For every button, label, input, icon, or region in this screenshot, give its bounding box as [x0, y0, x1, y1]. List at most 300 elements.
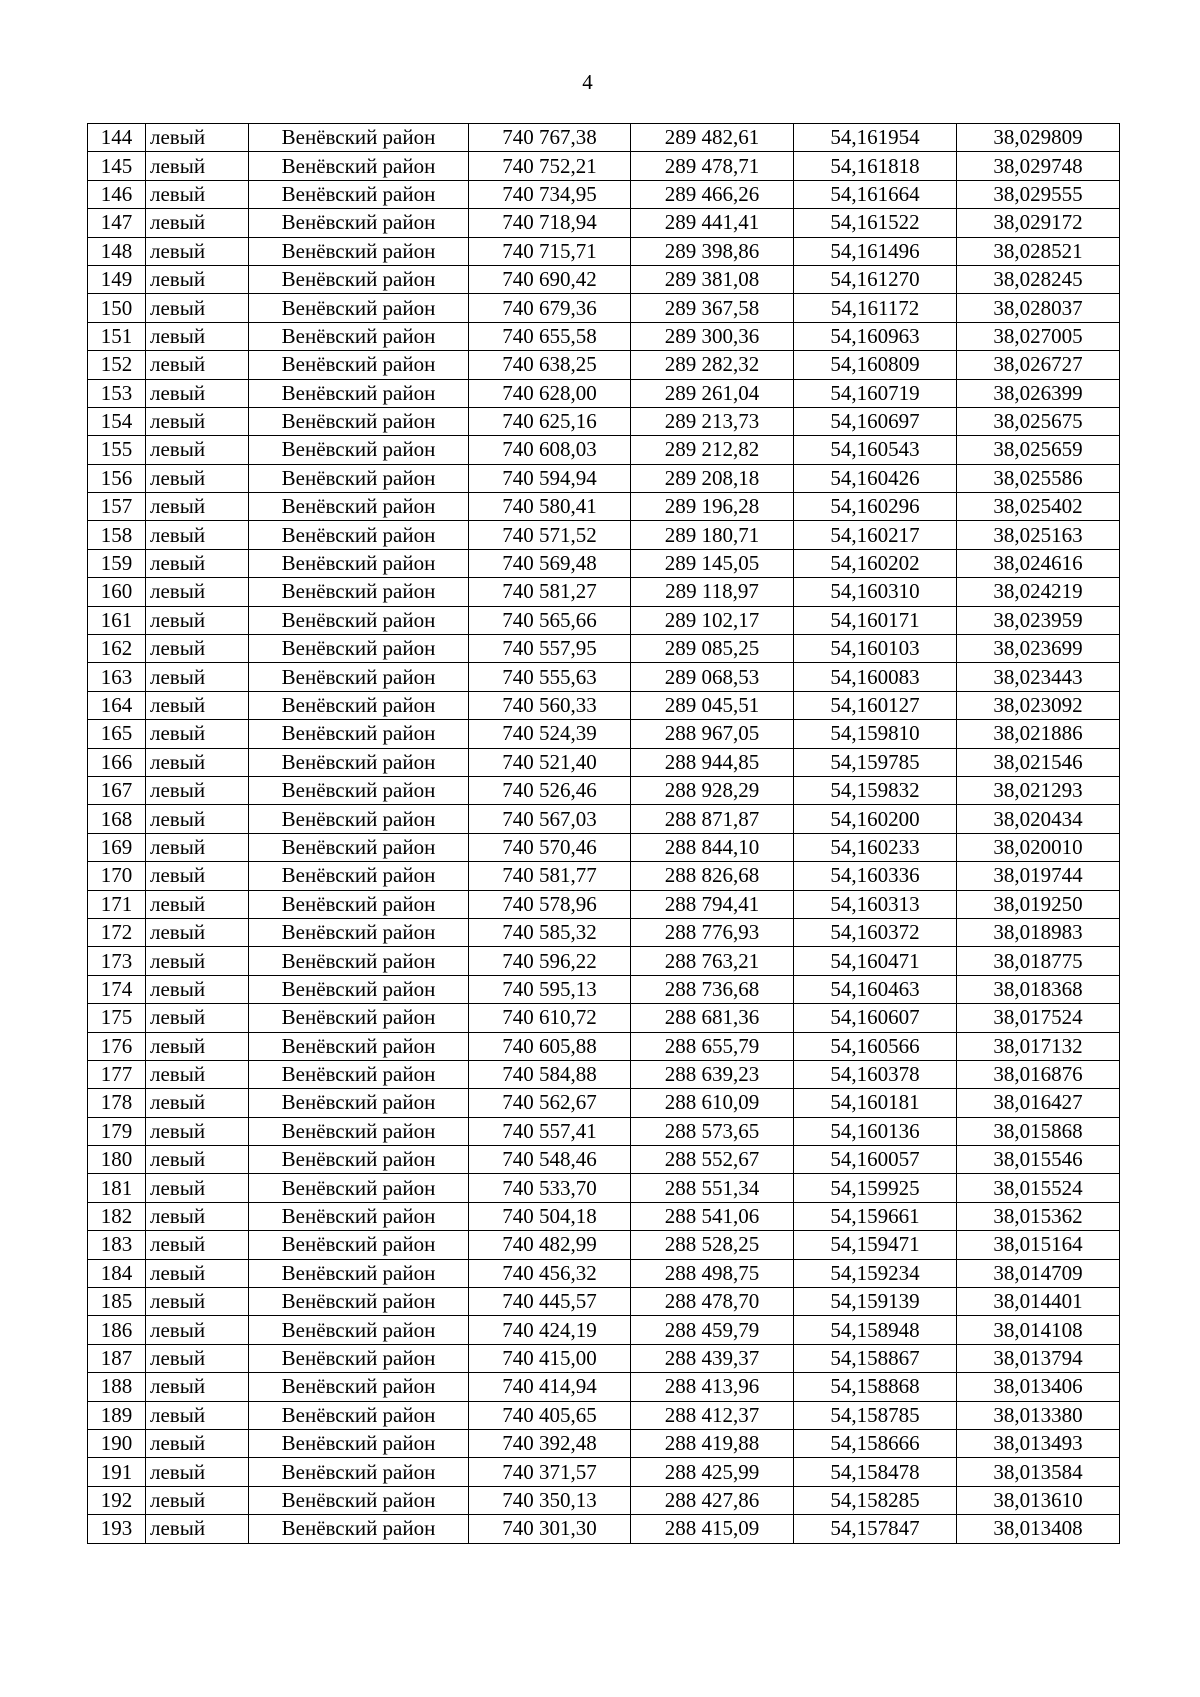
longitude-cell: 38,013406: [957, 1373, 1120, 1401]
district-cell: Венёвский район: [249, 1429, 469, 1457]
point-number-cell: 166: [88, 748, 146, 776]
y-coordinate-cell: 288 413,96: [631, 1373, 794, 1401]
point-number-cell: 188: [88, 1373, 146, 1401]
x-coordinate-cell: 740 679,36: [469, 294, 631, 322]
x-coordinate-cell: 740 533,70: [469, 1174, 631, 1202]
district-cell: Венёвский район: [249, 663, 469, 691]
y-coordinate-cell: 288 826,68: [631, 862, 794, 890]
table-row: [88, 805, 1120, 833]
longitude-cell: 38,020434: [957, 805, 1120, 833]
table-row: [88, 549, 1120, 577]
x-coordinate-cell: 740 350,13: [469, 1486, 631, 1514]
bank-side-cell: левый: [146, 578, 249, 606]
district-cell: Венёвский район: [249, 294, 469, 322]
district-cell: Венёвский район: [249, 265, 469, 293]
y-coordinate-cell: 289 085,25: [631, 635, 794, 663]
y-coordinate-cell: 288 639,23: [631, 1060, 794, 1088]
y-coordinate-cell: 288 551,34: [631, 1174, 794, 1202]
table-row: [88, 1316, 1120, 1344]
longitude-cell: 38,013610: [957, 1486, 1120, 1514]
table-row: [88, 265, 1120, 293]
bank-side-cell: левый: [146, 1231, 249, 1259]
latitude-cell: 54,161954: [794, 124, 957, 152]
y-coordinate-cell: 289 398,86: [631, 237, 794, 265]
longitude-cell: 38,028521: [957, 237, 1120, 265]
y-coordinate-cell: 289 261,04: [631, 379, 794, 407]
point-number-cell: 168: [88, 805, 146, 833]
longitude-cell: 38,028245: [957, 265, 1120, 293]
district-cell: Венёвский район: [249, 152, 469, 180]
bank-side-cell: левый: [146, 663, 249, 691]
table-row: [88, 407, 1120, 435]
district-cell: Венёвский район: [249, 1288, 469, 1316]
x-coordinate-cell: 740 557,95: [469, 635, 631, 663]
latitude-cell: 54,158666: [794, 1429, 957, 1457]
x-coordinate-cell: 740 585,32: [469, 918, 631, 946]
longitude-cell: 38,015546: [957, 1146, 1120, 1174]
table-row: [88, 521, 1120, 549]
latitude-cell: 54,160471: [794, 947, 957, 975]
table-row: [88, 1089, 1120, 1117]
table-row: [88, 947, 1120, 975]
y-coordinate-cell: 289 068,53: [631, 663, 794, 691]
x-coordinate-cell: 740 392,48: [469, 1429, 631, 1457]
y-coordinate-cell: 288 944,85: [631, 748, 794, 776]
point-number-cell: 153: [88, 379, 146, 407]
latitude-cell: 54,159661: [794, 1202, 957, 1230]
point-number-cell: 151: [88, 322, 146, 350]
point-number-cell: 155: [88, 436, 146, 464]
longitude-cell: 38,019250: [957, 890, 1120, 918]
bank-side-cell: левый: [146, 748, 249, 776]
table-row: [88, 351, 1120, 379]
longitude-cell: 38,015164: [957, 1231, 1120, 1259]
latitude-cell: 54,160233: [794, 833, 957, 861]
point-number-cell: 183: [88, 1231, 146, 1259]
point-number-cell: 161: [88, 606, 146, 634]
latitude-cell: 54,160127: [794, 691, 957, 719]
x-coordinate-cell: 740 414,94: [469, 1373, 631, 1401]
x-coordinate-cell: 740 482,99: [469, 1231, 631, 1259]
bank-side-cell: левый: [146, 464, 249, 492]
y-coordinate-cell: 288 928,29: [631, 776, 794, 804]
district-cell: Венёвский район: [249, 237, 469, 265]
longitude-cell: 38,013794: [957, 1344, 1120, 1372]
point-number-cell: 187: [88, 1344, 146, 1372]
table-row: [88, 862, 1120, 890]
bank-side-cell: левый: [146, 862, 249, 890]
point-number-cell: 176: [88, 1032, 146, 1060]
point-number-cell: 171: [88, 890, 146, 918]
point-number-cell: 158: [88, 521, 146, 549]
x-coordinate-cell: 740 424,19: [469, 1316, 631, 1344]
x-coordinate-cell: 740 562,67: [469, 1089, 631, 1117]
y-coordinate-cell: 288 655,79: [631, 1032, 794, 1060]
longitude-cell: 38,018775: [957, 947, 1120, 975]
district-cell: Венёвский район: [249, 1231, 469, 1259]
district-cell: Венёвский район: [249, 124, 469, 152]
latitude-cell: 54,160217: [794, 521, 957, 549]
longitude-cell: 38,014401: [957, 1288, 1120, 1316]
x-coordinate-cell: 740 605,88: [469, 1032, 631, 1060]
latitude-cell: 54,159139: [794, 1288, 957, 1316]
longitude-cell: 38,029555: [957, 180, 1120, 208]
district-cell: Венёвский район: [249, 379, 469, 407]
bank-side-cell: левый: [146, 1259, 249, 1287]
x-coordinate-cell: 740 581,27: [469, 578, 631, 606]
table-row: [88, 1373, 1120, 1401]
y-coordinate-cell: 288 967,05: [631, 720, 794, 748]
bank-side-cell: левый: [146, 1373, 249, 1401]
point-number-cell: 163: [88, 663, 146, 691]
x-coordinate-cell: 740 504,18: [469, 1202, 631, 1230]
district-cell: Венёвский район: [249, 493, 469, 521]
table-row: [88, 1344, 1120, 1372]
table-row: [88, 578, 1120, 606]
latitude-cell: 54,161522: [794, 209, 957, 237]
table-row: [88, 1401, 1120, 1429]
x-coordinate-cell: 740 415,00: [469, 1344, 631, 1372]
longitude-cell: 38,023443: [957, 663, 1120, 691]
x-coordinate-cell: 740 715,71: [469, 237, 631, 265]
latitude-cell: 54,160181: [794, 1089, 957, 1117]
point-number-cell: 159: [88, 549, 146, 577]
point-number-cell: 149: [88, 265, 146, 293]
point-number-cell: 178: [88, 1089, 146, 1117]
point-number-cell: 169: [88, 833, 146, 861]
point-number-cell: 180: [88, 1146, 146, 1174]
table-row: [88, 1458, 1120, 1486]
y-coordinate-cell: 288 541,06: [631, 1202, 794, 1230]
y-coordinate-cell: 289 145,05: [631, 549, 794, 577]
latitude-cell: 54,160963: [794, 322, 957, 350]
bank-side-cell: левый: [146, 1202, 249, 1230]
point-number-cell: 179: [88, 1117, 146, 1145]
bank-side-cell: левый: [146, 1146, 249, 1174]
latitude-cell: 54,160103: [794, 635, 957, 663]
table-row: [88, 663, 1120, 691]
table-row: [88, 493, 1120, 521]
x-coordinate-cell: 740 521,40: [469, 748, 631, 776]
longitude-cell: 38,013380: [957, 1401, 1120, 1429]
point-number-cell: 154: [88, 407, 146, 435]
x-coordinate-cell: 740 718,94: [469, 209, 631, 237]
point-number-cell: 181: [88, 1174, 146, 1202]
district-cell: Венёвский район: [249, 748, 469, 776]
table-row: [88, 1202, 1120, 1230]
longitude-cell: 38,024219: [957, 578, 1120, 606]
longitude-cell: 38,013584: [957, 1458, 1120, 1486]
x-coordinate-cell: 740 608,03: [469, 436, 631, 464]
district-cell: Венёвский район: [249, 1089, 469, 1117]
point-number-cell: 190: [88, 1429, 146, 1457]
longitude-cell: 38,025675: [957, 407, 1120, 435]
latitude-cell: 54,161172: [794, 294, 957, 322]
x-coordinate-cell: 740 567,03: [469, 805, 631, 833]
longitude-cell: 38,016427: [957, 1089, 1120, 1117]
longitude-cell: 38,023959: [957, 606, 1120, 634]
bank-side-cell: левый: [146, 890, 249, 918]
y-coordinate-cell: 288 412,37: [631, 1401, 794, 1429]
longitude-cell: 38,025163: [957, 521, 1120, 549]
longitude-cell: 38,026399: [957, 379, 1120, 407]
point-number-cell: 167: [88, 776, 146, 804]
x-coordinate-cell: 740 555,63: [469, 663, 631, 691]
latitude-cell: 54,160719: [794, 379, 957, 407]
longitude-cell: 38,025659: [957, 436, 1120, 464]
district-cell: Венёвский район: [249, 691, 469, 719]
longitude-cell: 38,020010: [957, 833, 1120, 861]
y-coordinate-cell: 289 482,61: [631, 124, 794, 152]
point-number-cell: 164: [88, 691, 146, 719]
x-coordinate-cell: 740 569,48: [469, 549, 631, 577]
latitude-cell: 54,160336: [794, 862, 957, 890]
x-coordinate-cell: 740 445,57: [469, 1288, 631, 1316]
district-cell: Венёвский район: [249, 606, 469, 634]
y-coordinate-cell: 288 776,93: [631, 918, 794, 946]
table-row: [88, 1288, 1120, 1316]
latitude-cell: 54,158285: [794, 1486, 957, 1514]
bank-side-cell: левый: [146, 947, 249, 975]
latitude-cell: 54,158785: [794, 1401, 957, 1429]
x-coordinate-cell: 740 557,41: [469, 1117, 631, 1145]
bank-side-cell: левый: [146, 209, 249, 237]
latitude-cell: 54,160171: [794, 606, 957, 634]
bank-side-cell: левый: [146, 720, 249, 748]
longitude-cell: 38,013493: [957, 1429, 1120, 1457]
district-cell: Венёвский район: [249, 918, 469, 946]
y-coordinate-cell: 288 573,65: [631, 1117, 794, 1145]
x-coordinate-cell: 740 628,00: [469, 379, 631, 407]
coordinates-table: [87, 123, 1120, 1544]
bank-side-cell: левый: [146, 436, 249, 464]
latitude-cell: 54,160809: [794, 351, 957, 379]
table-row: [88, 124, 1120, 152]
x-coordinate-cell: 740 690,42: [469, 265, 631, 293]
bank-side-cell: левый: [146, 1174, 249, 1202]
x-coordinate-cell: 740 638,25: [469, 351, 631, 379]
longitude-cell: 38,018368: [957, 975, 1120, 1003]
bank-side-cell: левый: [146, 975, 249, 1003]
latitude-cell: 54,158948: [794, 1316, 957, 1344]
table-row: [88, 209, 1120, 237]
table-row: [88, 720, 1120, 748]
table-row: [88, 833, 1120, 861]
table-row: [88, 691, 1120, 719]
longitude-cell: 38,017524: [957, 1004, 1120, 1032]
y-coordinate-cell: 288 844,10: [631, 833, 794, 861]
bank-side-cell: левый: [146, 493, 249, 521]
y-coordinate-cell: 288 427,86: [631, 1486, 794, 1514]
x-coordinate-cell: 740 625,16: [469, 407, 631, 435]
latitude-cell: 54,159785: [794, 748, 957, 776]
district-cell: Венёвский район: [249, 833, 469, 861]
bank-side-cell: левый: [146, 1060, 249, 1088]
latitude-cell: 54,160697: [794, 407, 957, 435]
district-cell: Венёвский район: [249, 1401, 469, 1429]
longitude-cell: 38,029748: [957, 152, 1120, 180]
table-row: [88, 152, 1120, 180]
table-row: [88, 379, 1120, 407]
point-number-cell: 150: [88, 294, 146, 322]
district-cell: Венёвский район: [249, 1373, 469, 1401]
y-coordinate-cell: 288 794,41: [631, 890, 794, 918]
bank-side-cell: левый: [146, 1089, 249, 1117]
district-cell: Венёвский район: [249, 1202, 469, 1230]
point-number-cell: 186: [88, 1316, 146, 1344]
x-coordinate-cell: 740 560,33: [469, 691, 631, 719]
longitude-cell: 38,015362: [957, 1202, 1120, 1230]
district-cell: Венёвский район: [249, 351, 469, 379]
x-coordinate-cell: 740 581,77: [469, 862, 631, 890]
latitude-cell: 54,159832: [794, 776, 957, 804]
longitude-cell: 38,015868: [957, 1117, 1120, 1145]
district-cell: Венёвский район: [249, 1458, 469, 1486]
latitude-cell: 54,160296: [794, 493, 957, 521]
district-cell: Венёвский район: [249, 1316, 469, 1344]
longitude-cell: 38,014709: [957, 1259, 1120, 1287]
x-coordinate-cell: 740 580,41: [469, 493, 631, 521]
longitude-cell: 38,019744: [957, 862, 1120, 890]
point-number-cell: 146: [88, 180, 146, 208]
bank-side-cell: левый: [146, 1032, 249, 1060]
bank-side-cell: левый: [146, 124, 249, 152]
latitude-cell: 54,160200: [794, 805, 957, 833]
latitude-cell: 54,159471: [794, 1231, 957, 1259]
point-number-cell: 147: [88, 209, 146, 237]
longitude-cell: 38,021546: [957, 748, 1120, 776]
table-row: [88, 322, 1120, 350]
table-row: [88, 294, 1120, 322]
district-cell: Венёвский район: [249, 1032, 469, 1060]
district-cell: Венёвский район: [249, 776, 469, 804]
x-coordinate-cell: 740 584,88: [469, 1060, 631, 1088]
latitude-cell: 54,160543: [794, 436, 957, 464]
district-cell: Венёвский район: [249, 578, 469, 606]
longitude-cell: 38,024616: [957, 549, 1120, 577]
x-coordinate-cell: 740 595,13: [469, 975, 631, 1003]
y-coordinate-cell: 288 419,88: [631, 1429, 794, 1457]
bank-side-cell: левый: [146, 294, 249, 322]
latitude-cell: 54,159810: [794, 720, 957, 748]
point-number-cell: 184: [88, 1259, 146, 1287]
bank-side-cell: левый: [146, 549, 249, 577]
table-row: [88, 975, 1120, 1003]
x-coordinate-cell: 740 405,65: [469, 1401, 631, 1429]
x-coordinate-cell: 740 571,52: [469, 521, 631, 549]
table-row: [88, 1117, 1120, 1145]
table-row: [88, 1060, 1120, 1088]
latitude-cell: 54,160463: [794, 975, 957, 1003]
district-cell: Венёвский район: [249, 1515, 469, 1543]
table-body: [88, 124, 1120, 1544]
y-coordinate-cell: 288 610,09: [631, 1089, 794, 1117]
district-cell: Венёвский район: [249, 1146, 469, 1174]
y-coordinate-cell: 289 381,08: [631, 265, 794, 293]
y-coordinate-cell: 289 213,73: [631, 407, 794, 435]
point-number-cell: 173: [88, 947, 146, 975]
bank-side-cell: левый: [146, 180, 249, 208]
table-row: [88, 1429, 1120, 1457]
point-number-cell: 177: [88, 1060, 146, 1088]
y-coordinate-cell: 288 459,79: [631, 1316, 794, 1344]
table-row: [88, 1004, 1120, 1032]
latitude-cell: 54,160607: [794, 1004, 957, 1032]
longitude-cell: 38,025586: [957, 464, 1120, 492]
latitude-cell: 54,160426: [794, 464, 957, 492]
district-cell: Венёвский район: [249, 947, 469, 975]
y-coordinate-cell: 288 763,21: [631, 947, 794, 975]
y-coordinate-cell: 289 212,82: [631, 436, 794, 464]
latitude-cell: 54,159925: [794, 1174, 957, 1202]
x-coordinate-cell: 740 301,30: [469, 1515, 631, 1543]
point-number-cell: 156: [88, 464, 146, 492]
bank-side-cell: левый: [146, 521, 249, 549]
district-cell: Венёвский район: [249, 521, 469, 549]
table-row: [88, 776, 1120, 804]
x-coordinate-cell: 740 524,39: [469, 720, 631, 748]
table-row: [88, 1174, 1120, 1202]
bank-side-cell: левый: [146, 265, 249, 293]
y-coordinate-cell: 289 478,71: [631, 152, 794, 180]
x-coordinate-cell: 740 548,46: [469, 1146, 631, 1174]
district-cell: Венёвский район: [249, 209, 469, 237]
x-coordinate-cell: 740 596,22: [469, 947, 631, 975]
longitude-cell: 38,023699: [957, 635, 1120, 663]
point-number-cell: 175: [88, 1004, 146, 1032]
y-coordinate-cell: 288 528,25: [631, 1231, 794, 1259]
y-coordinate-cell: 289 196,28: [631, 493, 794, 521]
district-cell: Венёвский район: [249, 407, 469, 435]
bank-side-cell: левый: [146, 1429, 249, 1457]
point-number-cell: 191: [88, 1458, 146, 1486]
y-coordinate-cell: 288 736,68: [631, 975, 794, 1003]
latitude-cell: 54,160378: [794, 1060, 957, 1088]
y-coordinate-cell: 289 045,51: [631, 691, 794, 719]
latitude-cell: 54,161496: [794, 237, 957, 265]
page-number: 4: [582, 70, 593, 94]
district-cell: Венёвский район: [249, 1117, 469, 1145]
x-coordinate-cell: 740 578,96: [469, 890, 631, 918]
point-number-cell: 162: [88, 635, 146, 663]
bank-side-cell: левый: [146, 322, 249, 350]
x-coordinate-cell: 740 594,94: [469, 464, 631, 492]
latitude-cell: 54,158868: [794, 1373, 957, 1401]
district-cell: Венёвский район: [249, 862, 469, 890]
latitude-cell: 54,160057: [794, 1146, 957, 1174]
latitude-cell: 54,161818: [794, 152, 957, 180]
point-number-cell: 165: [88, 720, 146, 748]
longitude-cell: 38,017132: [957, 1032, 1120, 1060]
y-coordinate-cell: 288 478,70: [631, 1288, 794, 1316]
district-cell: Венёвский район: [249, 1486, 469, 1514]
latitude-cell: 54,158867: [794, 1344, 957, 1372]
bank-side-cell: левый: [146, 918, 249, 946]
district-cell: Венёвский район: [249, 1174, 469, 1202]
table-row: [88, 180, 1120, 208]
bank-side-cell: левый: [146, 776, 249, 804]
table-row: [88, 748, 1120, 776]
latitude-cell: 54,160372: [794, 918, 957, 946]
district-cell: Венёвский район: [249, 975, 469, 1003]
table-row: [88, 237, 1120, 265]
y-coordinate-cell: 288 439,37: [631, 1344, 794, 1372]
y-coordinate-cell: 288 498,75: [631, 1259, 794, 1287]
bank-side-cell: левый: [146, 606, 249, 634]
district-cell: Венёвский район: [249, 322, 469, 350]
x-coordinate-cell: 740 767,38: [469, 124, 631, 152]
longitude-cell: 38,027005: [957, 322, 1120, 350]
